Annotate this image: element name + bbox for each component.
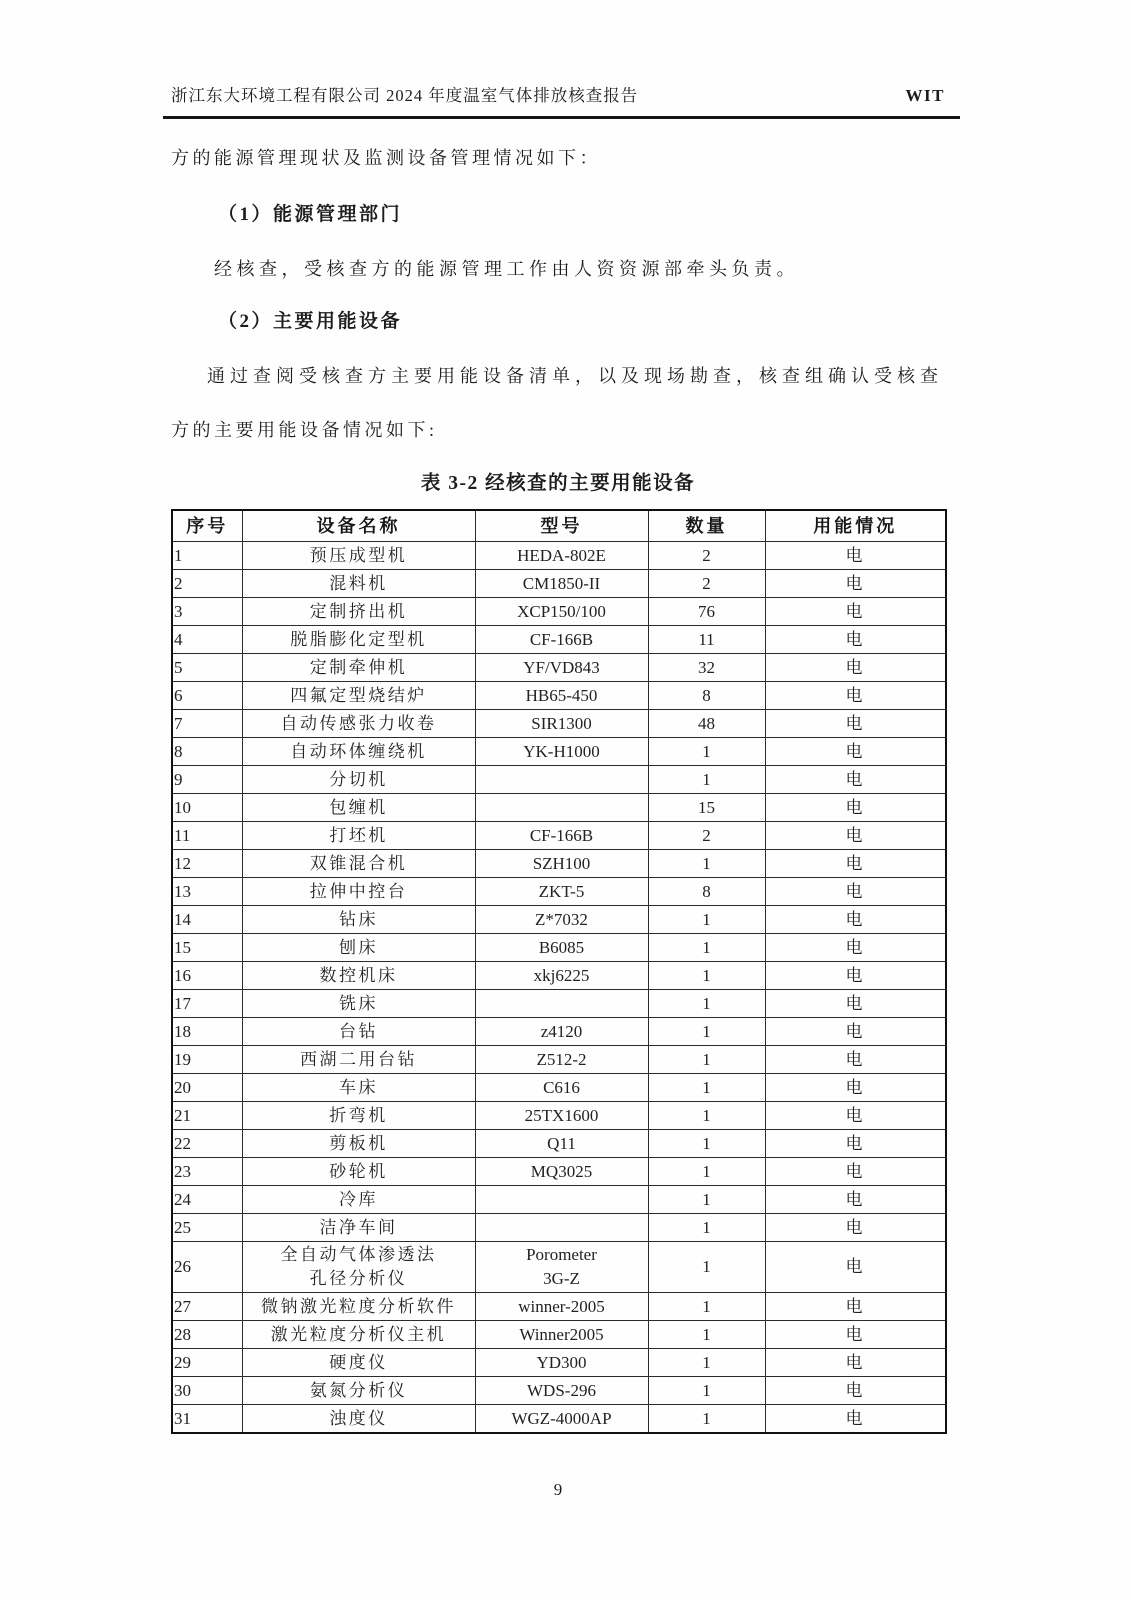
table-row	[172, 1214, 946, 1242]
cell-index: 2	[172, 570, 242, 598]
cell-quantity: 1	[648, 1018, 765, 1046]
cell-energy-use: 电	[765, 682, 946, 710]
cell-quantity: 1	[648, 962, 765, 990]
cell-index: 18	[172, 1018, 242, 1046]
cell-model: CF-166B	[475, 626, 648, 654]
table-row	[172, 934, 946, 962]
cell-energy-use: 电	[765, 850, 946, 878]
paragraph-energy-management: 经核查，受核查方的能源管理工作由人资资源部牵头负责。	[214, 259, 799, 279]
cell-device-name: 四氟定型烧结炉	[242, 682, 475, 710]
table-row	[172, 822, 946, 850]
table-row	[172, 654, 946, 682]
cell-model: Z512-2	[475, 1046, 648, 1074]
cell-energy-use: 电	[765, 1074, 946, 1102]
cell-device-name: 钻床	[242, 906, 475, 934]
cell-quantity: 1	[648, 990, 765, 1018]
cell-index: 25	[172, 1214, 242, 1242]
cell-index: 19	[172, 1046, 242, 1074]
col-header-model: 型号	[475, 510, 648, 542]
cell-model: 25TX1600	[475, 1102, 648, 1130]
cell-device-name: 分切机	[242, 766, 475, 794]
cell-device-name: 拉伸中控台	[242, 878, 475, 906]
cell-energy-use: 电	[765, 570, 946, 598]
cell-energy-use: 电	[765, 654, 946, 682]
cell-energy-use: 电	[765, 1349, 946, 1377]
cell-device-name: 西湖二用台钻	[242, 1046, 475, 1074]
equipment-table	[171, 509, 947, 1434]
cell-quantity: 1	[648, 1349, 765, 1377]
cell-device-name: 全自动气体渗透法 孔径分析仪	[242, 1242, 475, 1293]
cell-index: 12	[172, 850, 242, 878]
cell-index: 27	[172, 1293, 242, 1321]
cell-model	[475, 1214, 648, 1242]
cell-model: ZKT-5	[475, 878, 648, 906]
table-row	[172, 878, 946, 906]
cell-index: 4	[172, 626, 242, 654]
cell-index: 1	[172, 542, 242, 570]
cell-model: CM1850-II	[475, 570, 648, 598]
table-row	[172, 906, 946, 934]
cell-energy-use: 电	[765, 1214, 946, 1242]
cell-energy-use: 电	[765, 1321, 946, 1349]
cell-energy-use: 电	[765, 626, 946, 654]
cell-index: 31	[172, 1405, 242, 1434]
cell-quantity: 1	[648, 1293, 765, 1321]
table-header-row	[172, 510, 946, 542]
cell-energy-use: 电	[765, 1293, 946, 1321]
cell-energy-use: 电	[765, 822, 946, 850]
table-row	[172, 710, 946, 738]
cell-device-name: 包缠机	[242, 794, 475, 822]
cell-energy-use: 电	[765, 542, 946, 570]
cell-quantity: 1	[648, 1186, 765, 1214]
cell-device-name: 硬度仪	[242, 1349, 475, 1377]
cell-model: YF/VD843	[475, 654, 648, 682]
cell-device-name: 预压成型机	[242, 542, 475, 570]
cell-quantity: 8	[648, 878, 765, 906]
cell-device-name: 浊度仪	[242, 1405, 475, 1434]
cell-model: MQ3025	[475, 1158, 648, 1186]
cell-quantity: 1	[648, 1130, 765, 1158]
cell-index: 24	[172, 1186, 242, 1214]
table-row	[172, 850, 946, 878]
table-row	[172, 766, 946, 794]
cell-device-name: 脱脂膨化定型机	[242, 626, 475, 654]
cell-energy-use: 电	[765, 1377, 946, 1405]
cell-device-name: 激光粒度分析仪主机	[242, 1321, 475, 1349]
cell-model: HB65-450	[475, 682, 648, 710]
cell-quantity: 2	[648, 570, 765, 598]
cell-index: 7	[172, 710, 242, 738]
cell-model: Winner2005	[475, 1321, 648, 1349]
cell-model: CF-166B	[475, 822, 648, 850]
cell-index: 9	[172, 766, 242, 794]
cell-device-name: 砂轮机	[242, 1158, 475, 1186]
cell-quantity: 1	[648, 1074, 765, 1102]
cell-index: 26	[172, 1242, 242, 1293]
cell-device-name: 洁净车间	[242, 1214, 475, 1242]
col-header-name: 设备名称	[242, 510, 475, 542]
cell-index: 5	[172, 654, 242, 682]
header-logo-text: WIT	[905, 86, 945, 105]
paragraph-equipment-line1: 通过查阅受核查方主要用能设备清单，以及现场勘查，核查组确认受核查	[207, 366, 943, 386]
table-row	[172, 1046, 946, 1074]
cell-model	[475, 766, 648, 794]
table-row	[172, 542, 946, 570]
cell-quantity: 1	[648, 934, 765, 962]
cell-index: 28	[172, 1321, 242, 1349]
cell-energy-use: 电	[765, 1046, 946, 1074]
cell-device-name: 定制牵伸机	[242, 654, 475, 682]
header-divider	[163, 116, 960, 119]
cell-energy-use: 电	[765, 598, 946, 626]
cell-index: 30	[172, 1377, 242, 1405]
cell-model: Q11	[475, 1130, 648, 1158]
equipment-table-body	[172, 542, 946, 1434]
col-header-quantity: 数量	[648, 510, 765, 542]
cell-model: YK-H1000	[475, 738, 648, 766]
cell-model: SZH100	[475, 850, 648, 878]
table-row	[172, 1130, 946, 1158]
cell-model: HEDA-802E	[475, 542, 648, 570]
table-row	[172, 1242, 946, 1293]
cell-device-name: 台钻	[242, 1018, 475, 1046]
table-row	[172, 626, 946, 654]
cell-quantity: 1	[648, 1046, 765, 1074]
cell-model: WDS-296	[475, 1377, 648, 1405]
table-row	[172, 990, 946, 1018]
table-row	[172, 794, 946, 822]
cell-quantity: 8	[648, 682, 765, 710]
paragraph-equipment-line2: 方的主要用能设备情况如下:	[171, 420, 438, 440]
cell-energy-use: 电	[765, 794, 946, 822]
cell-energy-use: 电	[765, 1130, 946, 1158]
cell-quantity: 2	[648, 822, 765, 850]
cell-energy-use: 电	[765, 1242, 946, 1293]
cell-model: C616	[475, 1074, 648, 1102]
table-row	[172, 1293, 946, 1321]
cell-index: 21	[172, 1102, 242, 1130]
table-row	[172, 1349, 946, 1377]
cell-model: xkj6225	[475, 962, 648, 990]
cell-quantity: 11	[648, 626, 765, 654]
cell-energy-use: 电	[765, 962, 946, 990]
heading-energy-management-dept: （1）能源管理部门	[218, 204, 403, 225]
cell-device-name: 折弯机	[242, 1102, 475, 1130]
cell-energy-use: 电	[765, 1018, 946, 1046]
table-row	[172, 598, 946, 626]
cell-quantity: 1	[648, 1321, 765, 1349]
page-header	[171, 82, 945, 106]
cell-device-name: 微钠激光粒度分析软件	[242, 1293, 475, 1321]
equipment-table-head	[172, 510, 946, 542]
table-row	[172, 1102, 946, 1130]
cell-quantity: 1	[648, 1102, 765, 1130]
table-row	[172, 962, 946, 990]
cell-device-name: 混料机	[242, 570, 475, 598]
cell-quantity: 1	[648, 1377, 765, 1405]
cell-model	[475, 1186, 648, 1214]
cell-index: 6	[172, 682, 242, 710]
cell-index: 29	[172, 1349, 242, 1377]
cell-index: 11	[172, 822, 242, 850]
col-header-energy-use: 用能情况	[765, 510, 946, 542]
cell-model: XCP150/100	[475, 598, 648, 626]
cell-energy-use: 电	[765, 738, 946, 766]
cell-device-name: 铣床	[242, 990, 475, 1018]
table-title: 表 3-2 经核查的主要用能设备	[420, 473, 696, 494]
cell-quantity: 15	[648, 794, 765, 822]
table-row	[172, 1018, 946, 1046]
cell-quantity: 1	[648, 738, 765, 766]
cell-device-name: 数控机床	[242, 962, 475, 990]
col-header-index: 序号	[172, 510, 242, 542]
cell-energy-use: 电	[765, 1102, 946, 1130]
cell-device-name: 车床	[242, 1074, 475, 1102]
cell-model: B6085	[475, 934, 648, 962]
cell-model: YD300	[475, 1349, 648, 1377]
cell-model: Porometer 3G-Z	[475, 1242, 648, 1293]
cell-device-name: 定制挤出机	[242, 598, 475, 626]
cell-index: 13	[172, 878, 242, 906]
cell-index: 22	[172, 1130, 242, 1158]
cell-model	[475, 990, 648, 1018]
cell-quantity: 1	[648, 766, 765, 794]
cell-device-name: 双锥混合机	[242, 850, 475, 878]
table-row	[172, 738, 946, 766]
table-row	[172, 570, 946, 598]
cell-energy-use: 电	[765, 906, 946, 934]
cell-device-name: 冷库	[242, 1186, 475, 1214]
cell-device-name: 打坯机	[242, 822, 475, 850]
cell-index: 14	[172, 906, 242, 934]
cell-quantity: 2	[648, 542, 765, 570]
cell-device-name: 自动传感张力收卷	[242, 710, 475, 738]
cell-energy-use: 电	[765, 990, 946, 1018]
cell-quantity: 32	[648, 654, 765, 682]
cell-energy-use: 电	[765, 710, 946, 738]
cell-energy-use: 电	[765, 934, 946, 962]
heading-main-energy-equipment: （2）主要用能设备	[218, 311, 403, 332]
cell-quantity: 48	[648, 710, 765, 738]
cell-device-name: 刨床	[242, 934, 475, 962]
cell-energy-use: 电	[765, 878, 946, 906]
table-row	[172, 1405, 946, 1434]
cell-index: 23	[172, 1158, 242, 1186]
page-number: 9	[553, 1480, 563, 1499]
cell-index: 20	[172, 1074, 242, 1102]
table-row	[172, 1158, 946, 1186]
cell-quantity: 1	[648, 906, 765, 934]
cell-index: 3	[172, 598, 242, 626]
cell-index: 10	[172, 794, 242, 822]
cell-energy-use: 电	[765, 1405, 946, 1434]
cell-quantity: 1	[648, 1242, 765, 1293]
cell-model	[475, 794, 648, 822]
cell-device-name: 自动环体缠绕机	[242, 738, 475, 766]
cell-model: Z*7032	[475, 906, 648, 934]
paragraph-intro: 方的能源管理现状及监测设备管理情况如下：	[171, 148, 601, 168]
table-row	[172, 1074, 946, 1102]
table-row	[172, 682, 946, 710]
table-row	[172, 1377, 946, 1405]
cell-device-name: 氨氮分析仪	[242, 1377, 475, 1405]
cell-quantity: 1	[648, 850, 765, 878]
cell-index: 17	[172, 990, 242, 1018]
cell-energy-use: 电	[765, 1158, 946, 1186]
table-row	[172, 1321, 946, 1349]
cell-index: 8	[172, 738, 242, 766]
cell-energy-use: 电	[765, 1186, 946, 1214]
cell-model: WGZ-4000AP	[475, 1405, 648, 1434]
cell-quantity: 1	[648, 1214, 765, 1242]
cell-model: SIR1300	[475, 710, 648, 738]
header-title: 浙江东大环境工程有限公司 2024 年度温室气体排放核查报告	[171, 86, 639, 105]
cell-energy-use: 电	[765, 766, 946, 794]
cell-model: z4120	[475, 1018, 648, 1046]
cell-quantity: 76	[648, 598, 765, 626]
cell-model: winner-2005	[475, 1293, 648, 1321]
cell-quantity: 1	[648, 1158, 765, 1186]
table-row	[172, 1186, 946, 1214]
cell-index: 15	[172, 934, 242, 962]
cell-device-name: 剪板机	[242, 1130, 475, 1158]
cell-index: 16	[172, 962, 242, 990]
cell-quantity: 1	[648, 1405, 765, 1434]
